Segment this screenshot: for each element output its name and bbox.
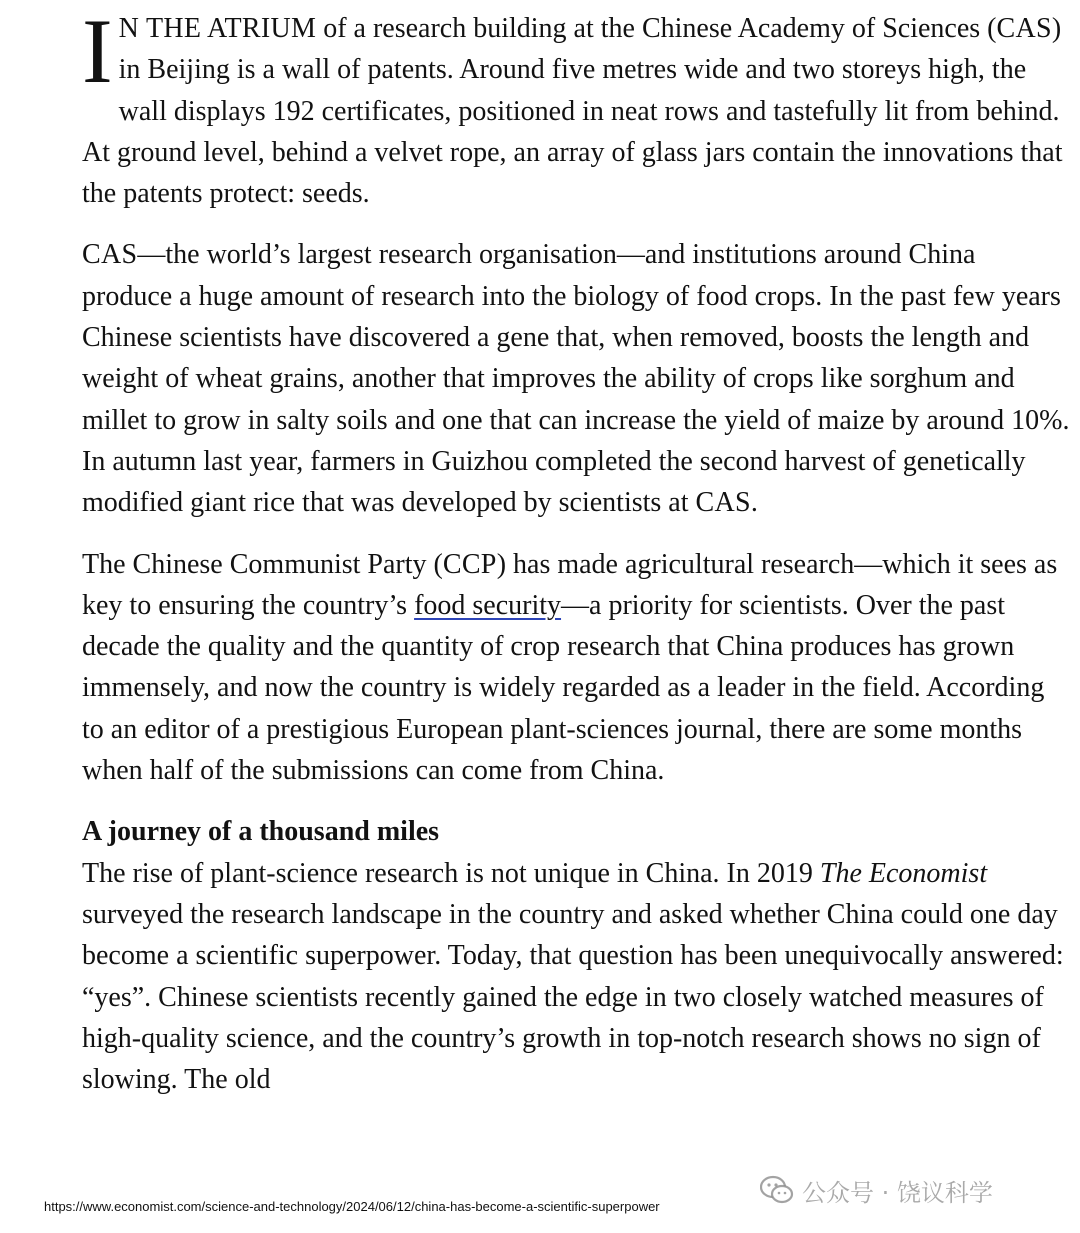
paragraph-3-text-3: —a priority for scientists. Over the past decade the quality and the quantity of crop research that China produces has grown immensely, and now the country is widely regarded as a leader in the field. According to an editor of a prestigious European plant-sciences journal, there are some months when half of the submissions can come from China. — [82, 589, 1045, 787]
paragraph-2 — [82, 234, 1072, 523]
publication-name: The Economist — [819, 857, 988, 889]
abbr-cas: CAS — [996, 13, 1052, 44]
food-security-link[interactable]: food security — [414, 589, 562, 621]
paragraph-2-text: —the world’s largest research organisation—and institutions around China produce a huge amount of research into the biology of food crops. In the past few years Chinese scientists have discovered a gene that, when removed, boosts the length and weight of wheat grains, another that improves the ability of crops like sorghum and millet to grow in salty soils and one that can increase the yield of maize by around 10%. In autumn last year, farmers in Guizhou completed the second harvest of genetically modified giant rice that was developed by scientists at — [82, 239, 1070, 519]
abbr-ccp: CCP — [442, 548, 497, 580]
paragraph-4-text-1: The rise of plant-science research is not unique in China. In 2019 — [82, 857, 820, 889]
lede-paragraph — [82, 0, 1072, 214]
source-url: https://www.economist.com/science-and-technology/2024/06/12/china-has-become-a-scientific-superpower — [44, 1199, 660, 1214]
section-subhead: A journey of a thousand miles — [82, 816, 440, 848]
lede-text-2: ) in Beijing is a wall of patents. Around five metres wide and two storeys high, the wall displays 192 certificates, positioned in neat rows and tastefully lit from behind. At ground level, behind a velvet rope, an array of glass jars contain the innovations that the patents protect: seeds. — [82, 13, 1063, 210]
abbr-cas-end: CAS — [695, 487, 751, 519]
lede-smallcaps: N THE ATRIUM — [118, 13, 317, 44]
paragraph-3-text-2: ) has made agricultural research—which it sees as key to ensuring the country’s — [82, 548, 1058, 621]
abbr-cas-start: CAS — [82, 239, 138, 271]
paragraph-4-text-2: surveyed the research landscape in the country and asked whether China could one day become a scientific superpower. Today, that question has been unequivocally answered: “yes”. Chinese scientists recently gained the edge in two closely watched measures of high-quality science, and the country’s growth in top-notch research shows no sign of slowing. The old — [82, 898, 1064, 1096]
paragraph-4 — [82, 853, 1072, 1101]
watermark-text: 公众号 · 饶议科学 — [802, 1178, 993, 1207]
paragraph-3-text-1: The Chinese Communist Party ( — [82, 548, 443, 580]
wechat-icon — [760, 1175, 794, 1205]
paragraph-2-end: . — [750, 487, 758, 519]
article-body — [82, 0, 1072, 1120]
watermark — [760, 1172, 993, 1208]
lede-text-1: of a research building at the Chinese Academy of Sciences ( — [316, 13, 997, 44]
paragraph-3 — [82, 544, 1072, 792]
drop-cap: I — [82, 0, 113, 102]
